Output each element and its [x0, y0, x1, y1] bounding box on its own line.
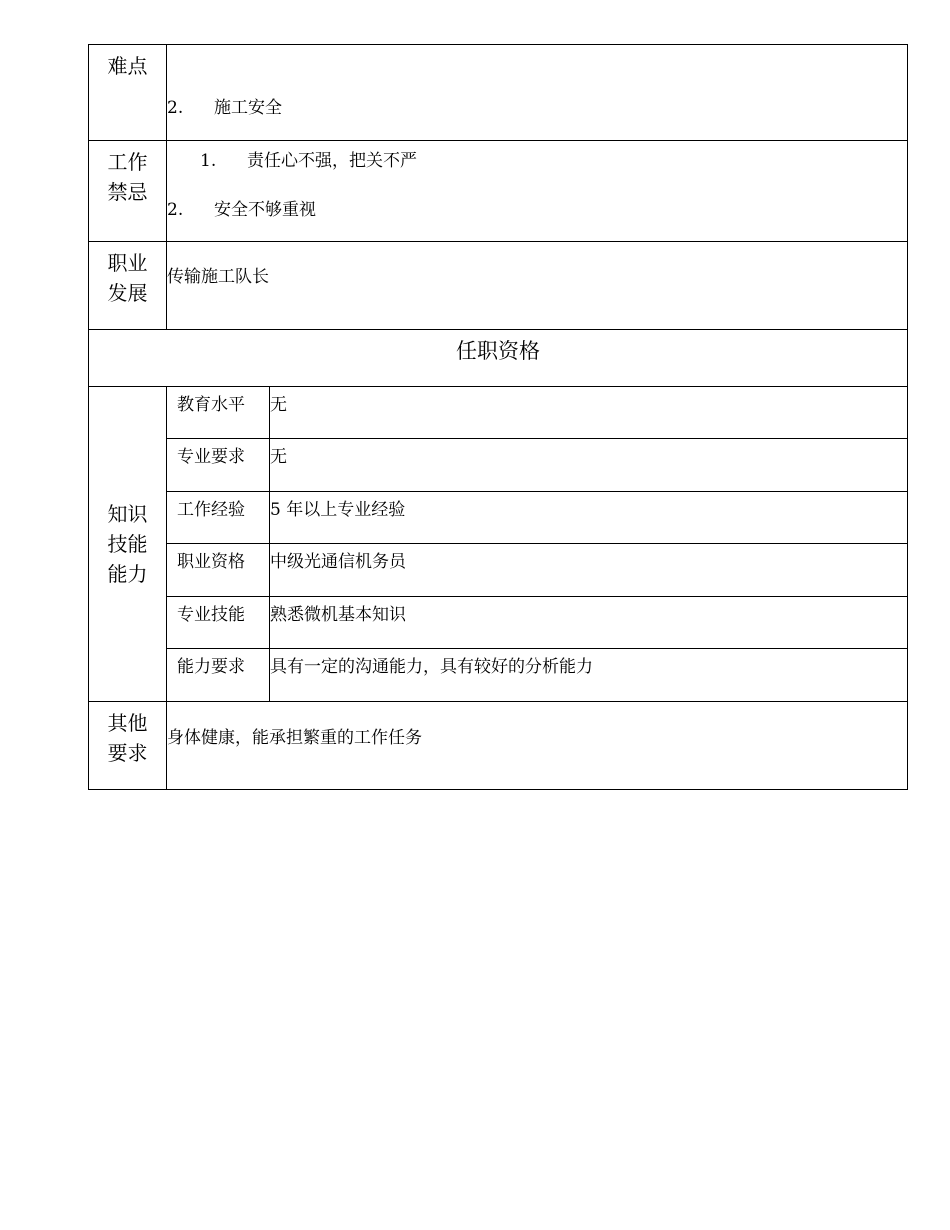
skills-row	[89, 492, 908, 544]
taboo-label-line-1: 工作	[107, 150, 148, 174]
difficulty-content	[167, 45, 908, 141]
taboo-item	[200, 146, 417, 171]
skills-row	[89, 387, 908, 439]
skills-label-line-2: 技能	[107, 532, 148, 556]
certification-label: 职业资格	[167, 544, 270, 597]
skills-label-line-1: 知识	[107, 502, 148, 526]
other-label-line-1: 其他	[107, 711, 148, 735]
difficulty-label-text: 难点	[107, 54, 148, 78]
other-row	[89, 702, 908, 790]
major-requirement-label: 专业要求	[167, 439, 270, 492]
career-content: 传输施工队长	[167, 242, 908, 330]
difficulty-row	[89, 45, 908, 141]
skills-label-line-3: 能力	[107, 562, 148, 586]
other-label-line-2: 要求	[107, 741, 148, 765]
career-label-line-1: 职业	[107, 251, 148, 275]
career-label	[89, 242, 167, 330]
skills-row	[89, 544, 908, 597]
taboo-label-line-2: 禁忌	[107, 180, 148, 204]
skills-row	[89, 439, 908, 492]
qualification-title-row	[89, 330, 908, 387]
career-row	[89, 242, 908, 330]
difficulty-item-number: 2.	[167, 98, 184, 118]
professional-skill-value: 熟悉微机基本知识	[270, 597, 908, 649]
skills-label	[89, 387, 167, 702]
professional-skill-label: 专业技能	[167, 597, 270, 649]
skills-row	[89, 649, 908, 702]
ability-requirement-value: 具有一定的沟通能力，具有较好的分析能力	[270, 649, 908, 702]
difficulty-item-text: 施工安全	[214, 98, 282, 118]
major-requirement-value: 无	[270, 439, 908, 492]
taboo-item-number: 1.	[200, 151, 217, 171]
education-label: 教育水平	[167, 387, 270, 439]
taboo-row	[89, 141, 908, 242]
ability-requirement-label: 能力要求	[167, 649, 270, 702]
certification-value: 中级光通信机务员	[270, 544, 908, 597]
taboo-item	[167, 195, 316, 220]
education-value: 无	[270, 387, 908, 439]
qualification-title: 任职资格	[89, 330, 908, 387]
difficulty-item	[167, 93, 282, 118]
taboo-item-text: 责任心不强，把关不严	[247, 151, 417, 171]
other-content: 身体健康，能承担繁重的工作任务	[167, 702, 908, 790]
taboo-content	[167, 141, 908, 242]
skills-row	[89, 597, 908, 649]
work-experience-label: 工作经验	[167, 492, 270, 544]
taboo-item-text: 安全不够重视	[214, 200, 316, 220]
career-label-line-2: 发展	[107, 281, 148, 305]
taboo-item-number: 2.	[167, 200, 184, 220]
taboo-label	[89, 141, 167, 242]
work-experience-value: 5 年以上专业经验	[270, 492, 908, 544]
difficulty-label	[89, 45, 167, 141]
other-label	[89, 702, 167, 790]
job-qualification-table	[88, 44, 908, 790]
